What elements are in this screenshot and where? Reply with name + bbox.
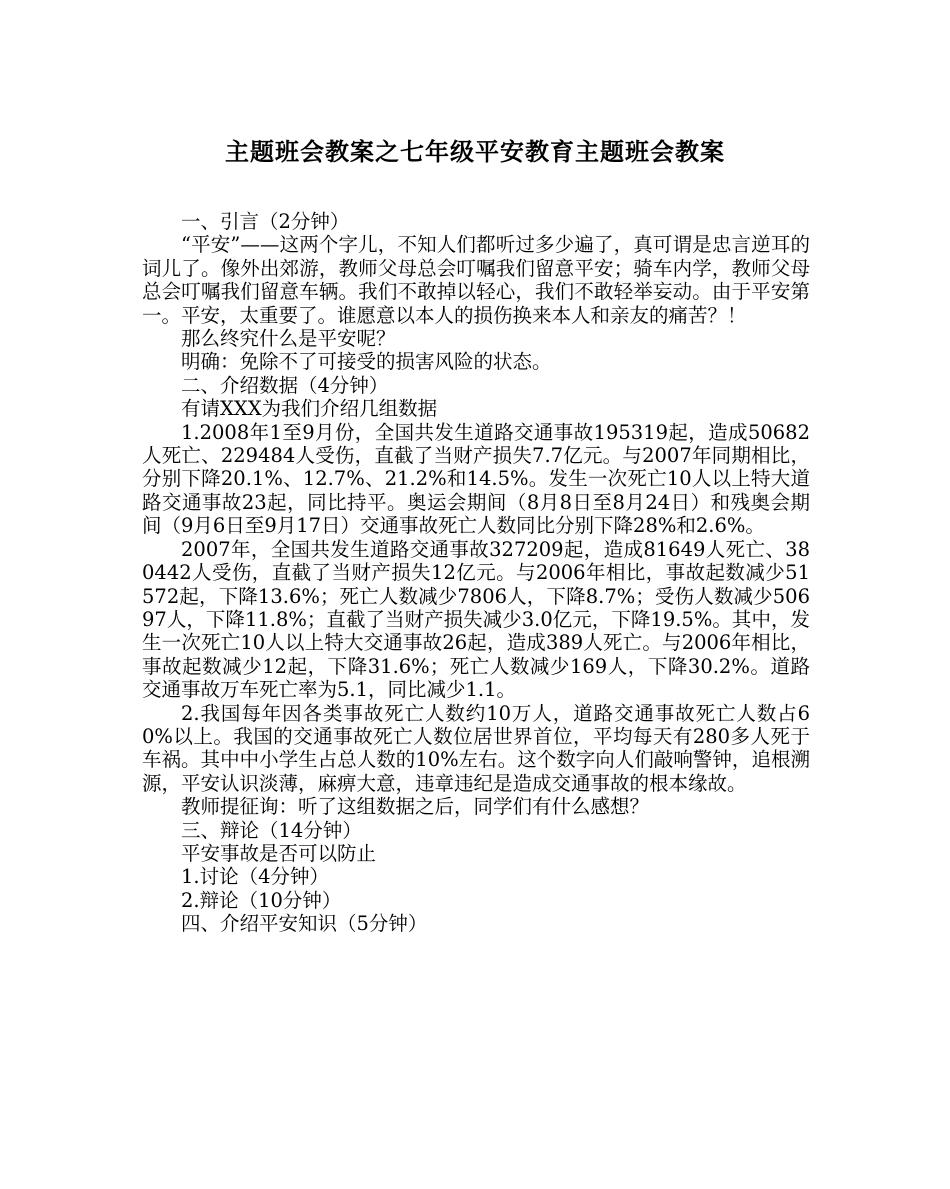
paragraph-definition: 明确：免除不了可接受的损害风险的状态。 <box>181 350 552 374</box>
document-title: 主题班会教案之七年级平安教育主题班会教案 <box>225 137 725 166</box>
paragraph-intro: “平安”——这两个字儿，不知人们都听过多少遍了，真可谓是忠言逆耳的词儿了。像外出郊游，教师父母总会叮嘱我们留意平安；骑车内学，教师父母总会叮嘱我们留意车辆。我们不敢掉以轻心，我们不敢轻举妄动。由于平安第一。平安，太重要了。谁愿意以本人的损伤换来本人和亲友的痛苦？！ <box>142 233 810 327</box>
paragraph-question: 那么终究什么是平安呢？ <box>181 327 396 351</box>
paragraph-data-national: 2.我国每年因各类事故死亡人数约10万人，道路交通事故死亡人数占60%以上。我国的交通事故死亡人数位居世界首位，平均每天有280多人死于车祸。其中中小学生占总人数的10%左右。这个数字向人们敲响警钟，追根溯源，平安认识淡薄，麻痹大意，违章违纪是造成交通事故的根本缘故。 <box>142 701 810 795</box>
paragraph-teacher-question: 教师提征询：听了这组数据之后，同学们有什么感想？ <box>181 795 650 819</box>
paragraph-data-2007: 2007年，全国共发生道路交通事故327209起，造成81649人死亡、380442人受伤，直截了当财产损失12亿元。与2006年相比，事故起数减少51572起，下降13.6%；死亡人数减少7806人，下降8.7%；受伤人数减少50697人，下降11.8%；直截了当财产损失减少3.0亿元，下降19.5%。其中，发生一次死亡10人以上特大交通事故26起，造成389人死亡。与2006年相比，事故起数减少12起，下降31.6%；死亡人数减少169人，下降30.2%。道路交通事故万车死亡率为5.1，同比减少1.1。 <box>142 537 810 702</box>
section-heading-data: 二、介绍数据（4分钟） <box>181 373 389 397</box>
paragraph-data-2008: 1.2008年1至9月份，全国共发生道路交通事故195319起，造成50682人死亡、229484人受伤，直截了当财产损失7.7亿元。与2007年同期相比，分别下降20.1%、12.7%、21.2%和14.5%。发生一次死亡10人以上特大道路交通事故23起，同比持平。奥运会期间（8月8日至8月24日）和残奥会期间（9月6日至9月17日）交通事故死亡人数同比分别下降28%和2.6%。 <box>142 420 810 538</box>
section-heading-debate: 三、辩论（14分钟） <box>181 818 362 842</box>
document-body <box>142 210 810 936</box>
list-item-debate: 2.辩论（10分钟） <box>181 888 342 912</box>
paragraph-data-intro: 有请XXX为我们介绍几组数据 <box>181 397 438 421</box>
list-item-discussion: 1.讨论（4分钟） <box>181 865 330 889</box>
section-heading-safety-knowledge: 四、介绍平安知识（5分钟） <box>181 912 428 936</box>
section-heading-intro: 一、引言（2分钟） <box>181 210 350 233</box>
paragraph-debate-topic: 平安事故是否可以防止 <box>181 841 377 865</box>
